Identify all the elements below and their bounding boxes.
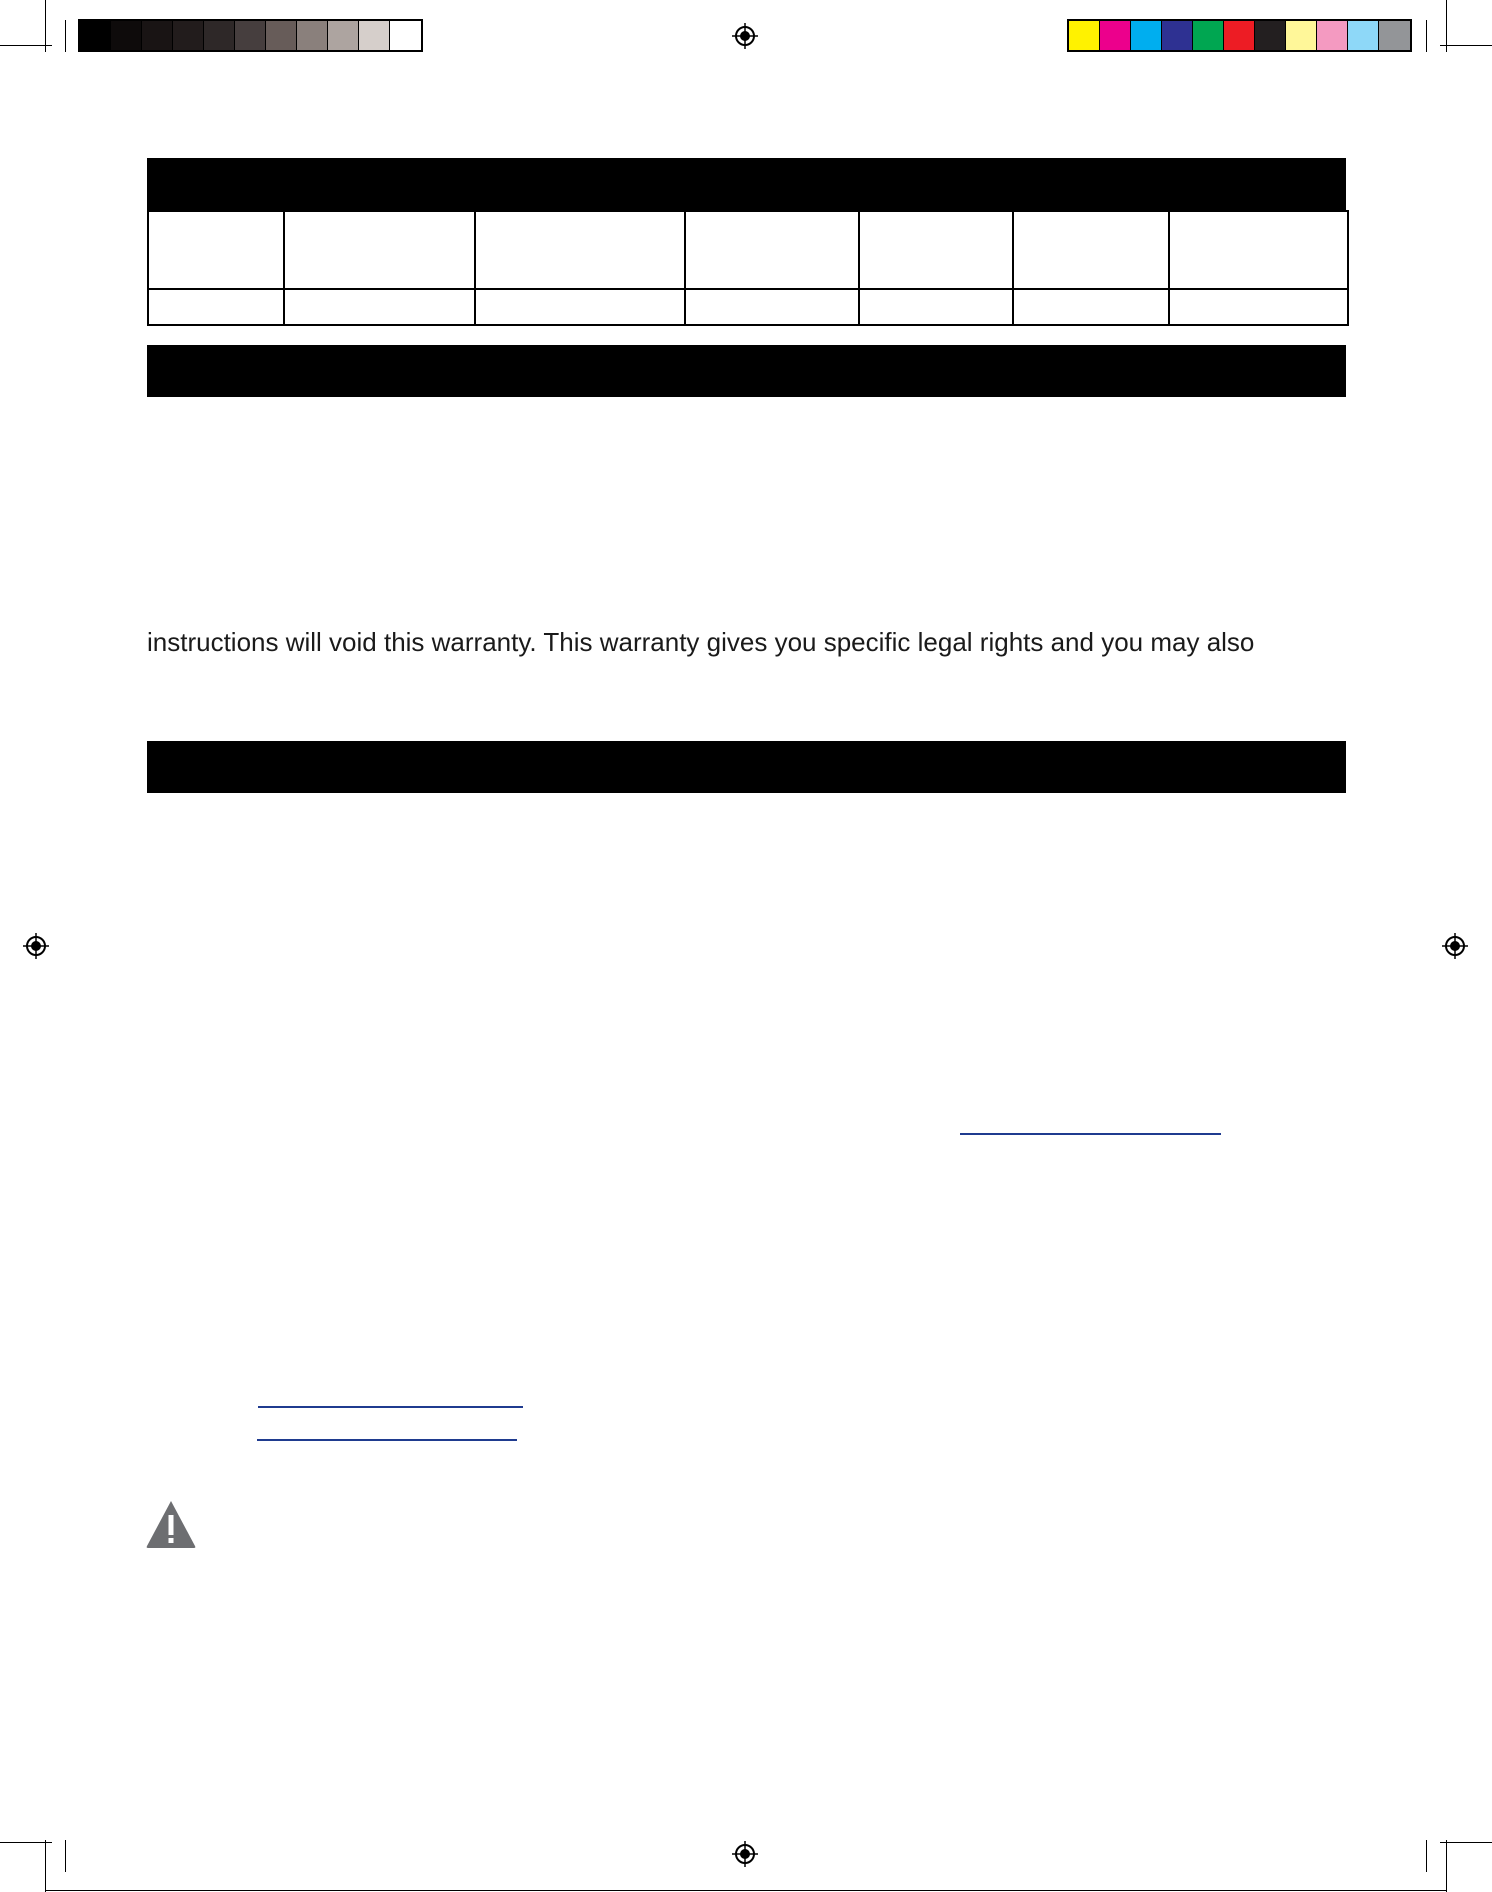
color-swatch	[328, 21, 359, 50]
color-swatch	[1255, 21, 1286, 50]
table-cell	[475, 211, 685, 289]
crop-mark-top-left-v	[45, 0, 46, 52]
table-cell	[1169, 289, 1348, 325]
crop-mark-top-left-v2	[65, 20, 66, 52]
table-cell	[1169, 211, 1348, 289]
color-swatch	[297, 21, 328, 50]
table-cell	[859, 211, 1013, 289]
table-cell	[859, 289, 1013, 325]
warranty-text-line: instructions will void this warranty. This warranty gives you specific legal rights and you may also	[147, 627, 1255, 657]
contact-link-1[interactable]	[258, 1406, 523, 1408]
color-swatch	[1100, 21, 1131, 50]
warning-triangle-icon	[145, 1499, 197, 1549]
color-swatch	[1348, 21, 1379, 50]
color-swatch	[111, 21, 142, 50]
crop-mark-bottom-right-h	[1440, 1842, 1492, 1843]
specifications-table	[147, 210, 1349, 326]
service-header-band	[147, 741, 1346, 793]
table-cell	[685, 289, 859, 325]
table-cell	[284, 289, 475, 325]
specifications-header-band	[147, 158, 1346, 211]
table-cell	[475, 289, 685, 325]
table-cell	[148, 289, 284, 325]
grayscale-color-bar	[78, 19, 423, 52]
crop-mark-top-right-v2	[1426, 20, 1427, 52]
color-swatch	[173, 21, 204, 50]
table-cell	[685, 211, 859, 289]
color-swatch	[142, 21, 173, 50]
color-swatch	[1069, 21, 1100, 50]
registration-mark-icon	[23, 933, 49, 959]
color-swatch	[80, 21, 111, 50]
color-swatch	[1286, 21, 1317, 50]
color-swatch	[1224, 21, 1255, 50]
crop-mark-bottom-right-v2	[1426, 1840, 1427, 1872]
registration-mark-icon	[732, 23, 758, 49]
table-row	[148, 289, 1348, 325]
table-header-row	[148, 211, 1348, 289]
color-swatch	[266, 21, 297, 50]
registration-mark-icon	[732, 1841, 758, 1867]
crop-mark-top-right-h	[1440, 45, 1492, 46]
bottom-trim-line	[45, 1890, 1447, 1891]
crop-mark-top-right-v	[1446, 0, 1447, 52]
color-swatch	[1379, 21, 1410, 50]
color-swatch	[390, 21, 421, 50]
color-swatch	[1131, 21, 1162, 50]
color-swatch	[204, 21, 235, 50]
color-swatch	[1193, 21, 1224, 50]
table-cell	[284, 211, 475, 289]
color-swatch	[359, 21, 390, 50]
color-swatch	[235, 21, 266, 50]
warranty-header-band	[147, 345, 1346, 397]
registration-mark-icon	[1442, 933, 1468, 959]
table-cell	[1013, 211, 1169, 289]
crop-mark-bottom-left-v	[45, 1840, 46, 1892]
crop-mark-bottom-right-v	[1446, 1840, 1447, 1892]
table-cell	[1013, 289, 1169, 325]
table-cell	[148, 211, 284, 289]
color-swatch	[1317, 21, 1348, 50]
contact-link-2[interactable]	[257, 1439, 517, 1441]
process-color-bar	[1067, 19, 1412, 52]
color-swatch	[1162, 21, 1193, 50]
service-link[interactable]	[960, 1133, 1221, 1135]
crop-mark-bottom-left-v2	[65, 1840, 66, 1872]
